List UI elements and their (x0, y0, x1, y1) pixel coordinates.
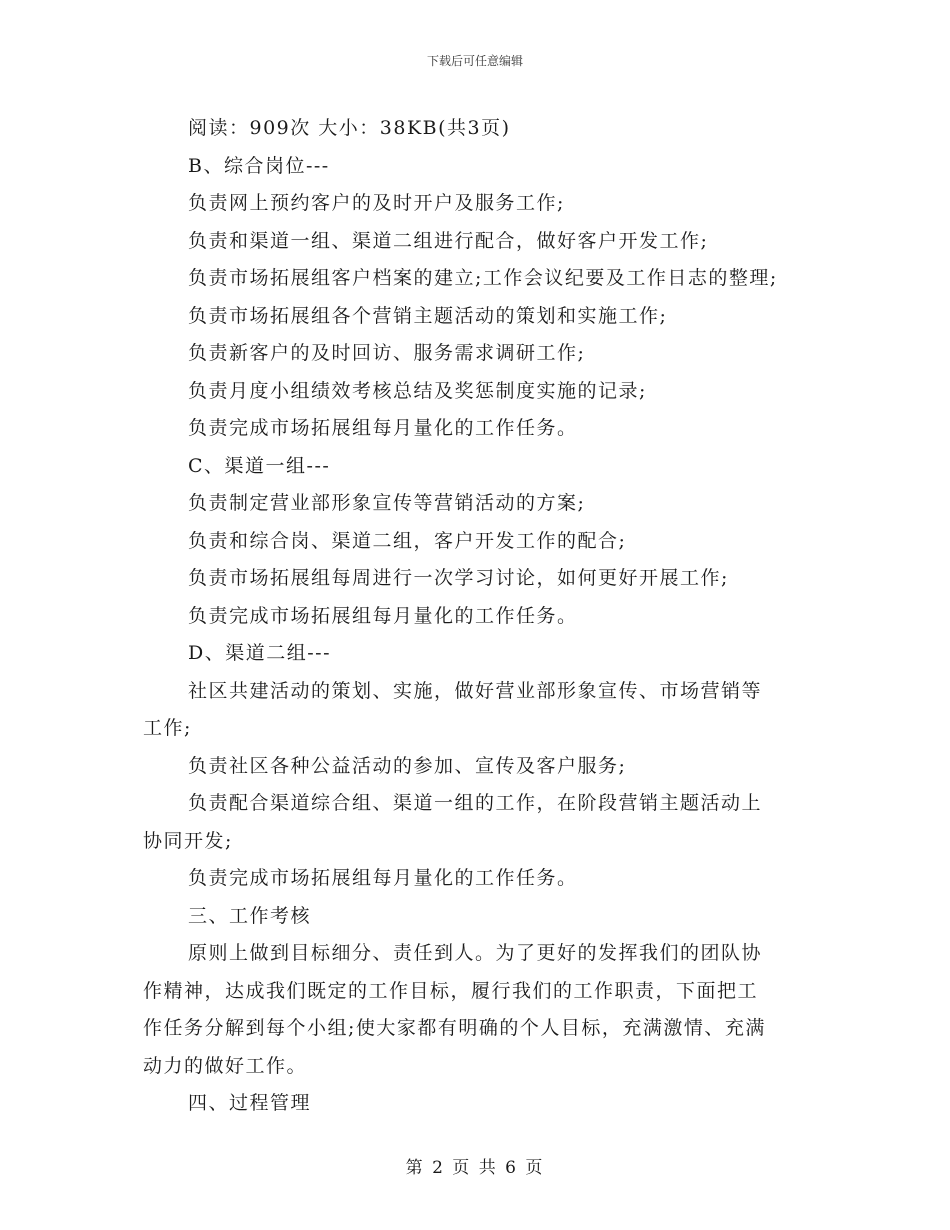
text-line: 四、过程管理 (188, 1092, 312, 1114)
text-line: 作精神，达成我们既定的工作目标，履行我们的工作职责，下面把工 (143, 979, 759, 1002)
text-line: 负责新客户的及时回访、服务需求调研工作; (188, 342, 586, 364)
text-line: 协同开发; (143, 829, 233, 852)
text-line: 三、工作考核 (188, 904, 312, 927)
text-line: 负责社区各种公益活动的参加、宣传及客户服务; (188, 754, 627, 777)
text-line: 动力的做好工作。 (143, 1054, 308, 1077)
text-line: 负责完成市场拓展组每月量化的工作任务。 (188, 867, 578, 889)
text-line: 负责完成市场拓展组每月量化的工作任务。 (188, 604, 578, 627)
text-line: 负责制定营业部形象宣传等营销活动的方案; (188, 492, 586, 514)
text-line: 负责月度小组绩效考核总结及奖惩制度实施的记录; (188, 379, 647, 402)
text-line: 负责市场拓展组每周进行一次学习讨论，如何更好开展工作; (188, 567, 729, 589)
text-line: 负责市场拓展组客户档案的建立;工作会议纪要及工作日志的整理; (188, 267, 778, 289)
page-footer: 第 2 页 共 6 页 (405, 1158, 545, 1178)
text-line: 负责完成市场拓展组每月量化的工作任务。 (188, 417, 578, 439)
text-line: 原则上做到目标细分、责任到人。为了更好的发挥我们的团队协 (188, 942, 763, 964)
text-line: 工作; (143, 717, 192, 739)
text-line: 负责网上预约客户的及时开户及服务工作; (188, 192, 565, 214)
text-line: 负责配合渠道综合组、渠道一组的工作，在阶段营销主题活动上 (188, 792, 763, 814)
text-line: 作任务分解到每个小组;使大家都有明确的个人目标，充满激情、充满 (143, 1017, 766, 1039)
page-header: 下载后可任意编辑 (426, 54, 523, 68)
text-line: B、综合岗位--- (188, 154, 330, 177)
text-line: 阅读：909次 大小：38KB(共3页) (188, 117, 511, 139)
text-line: C、渠道一组--- (188, 454, 331, 477)
text-line: 社区共建活动的策划、实施，做好营业部形象宣传、市场营销等 (188, 679, 763, 702)
text-line: 负责和综合岗、渠道二组，客户开发工作的配合; (188, 529, 627, 552)
text-line: 负责市场拓展组各个营销主题活动的策划和实施工作; (188, 304, 668, 327)
document-body (143, 110, 823, 1123)
text-line: D、渠道二组--- (188, 642, 331, 664)
text-line: 负责和渠道一组、渠道二组进行配合，做好客户开发工作; (188, 229, 709, 252)
